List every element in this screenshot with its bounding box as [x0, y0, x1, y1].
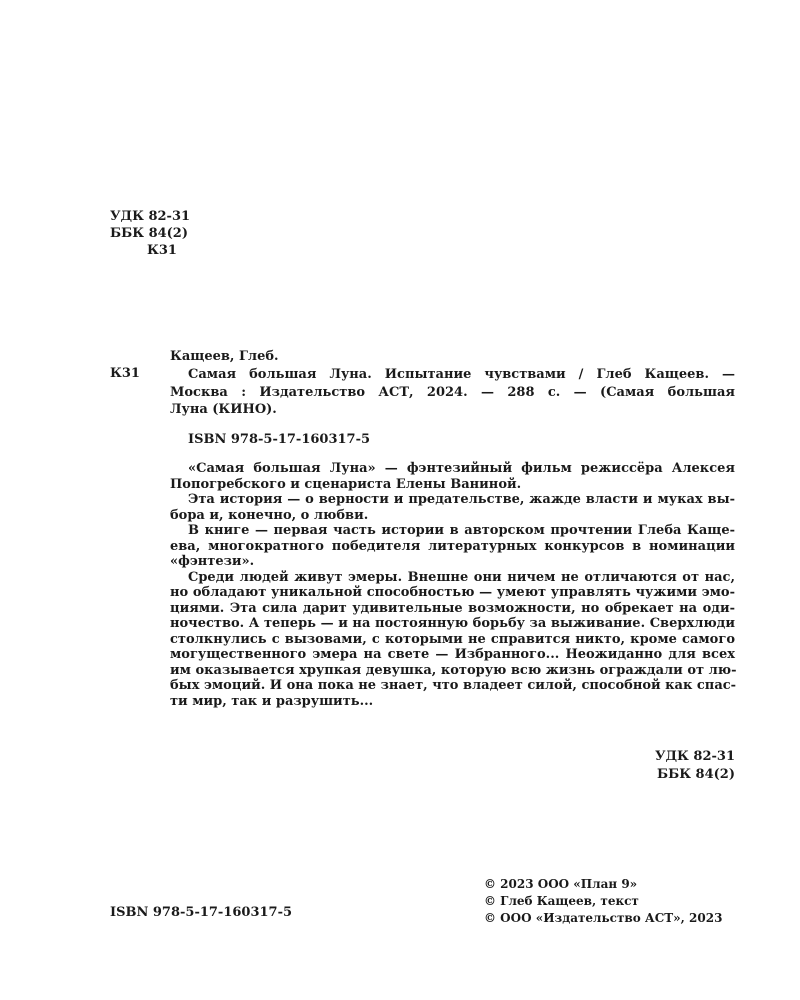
- entry-line: Луна (КИНО).: [170, 402, 277, 417]
- bbk-code-bottom: ББК 84(2): [656, 767, 735, 782]
- annotation-line: бора и, конечно, о любви.: [170, 507, 369, 523]
- annotation-line: могущественного эмера на свете — Избранного... Неожиданно для всех: [170, 647, 735, 662]
- annotation-line: циями. Эта сила дарит удивительные возможности, но обрекает на оди-: [170, 600, 735, 616]
- annotation-line: ти мир, так и разрушить...: [170, 693, 374, 709]
- author-mark-top: К31: [147, 243, 177, 258]
- annotation-line: ева, многократного победителя литературных конкурсов в номинации: [170, 538, 735, 554]
- isbn-bottom: ISBN 978-5-17-160317-5: [110, 905, 293, 920]
- annotation-line: Попогребского и сценариста Елены Ваниной.: [170, 476, 522, 492]
- annotation-line: «Самая большая Луна» — фэнтезийный фильм режиссёра Алексея: [188, 461, 735, 476]
- entry-line: Москва : Издательство АСТ, 2024. — 288 с. — (Самая большая: [170, 384, 735, 400]
- annotation-line: бых эмоций. И она пока не знает, что владеет силой, способной как спас-: [170, 678, 737, 693]
- bibliographic-entry: [170, 366, 735, 419]
- annotation-line: столкнулись с вызовами, с которыми не справится никто, кроме самого: [170, 631, 735, 647]
- entry-author-mark: К31: [110, 366, 140, 381]
- annotation-line: «фэнтези».: [170, 554, 255, 569]
- annotation-line: но обладают уникальной способностью — умеют управлять чужими эмо-: [170, 585, 735, 600]
- annotation-line: Среди людей живут эмеры. Внешне они ничем не отличаются от нас,: [188, 569, 735, 585]
- entry-line: Самая большая Луна. Испытание чувствами / Глеб Кащеев. —: [188, 367, 735, 382]
- copyright-line: © Глеб Кащеев, текст: [484, 894, 639, 908]
- bbk-code-top: ББК 84(2): [110, 226, 189, 241]
- annotation: [170, 461, 735, 709]
- copyright-line: © 2023 ООО «План 9»: [484, 877, 638, 891]
- entry-isbn: ISBN 978-5-17-160317-5: [188, 432, 371, 447]
- annotation-line: им оказывается хрупкая девушка, которую всю жизнь ограждали от лю-: [170, 662, 737, 678]
- copyright-line: © ООО «Издательство АСТ», 2023: [484, 911, 723, 925]
- annotation-line: В книге — первая часть истории в авторском прочтении Глеба Каще-: [188, 523, 735, 538]
- udk-code-bottom: УДК 82-31: [654, 749, 735, 764]
- udk-code-top: УДК 82-31: [110, 209, 191, 224]
- annotation-line: Эта история — о верности и предательстве, жажде власти и муках вы-: [188, 492, 735, 507]
- entry-author: Кащеев, Глеб.: [170, 349, 279, 364]
- annotation-line: ночество. А теперь — и на постоянную борьбу за выживание. Сверхлюди: [170, 616, 735, 631]
